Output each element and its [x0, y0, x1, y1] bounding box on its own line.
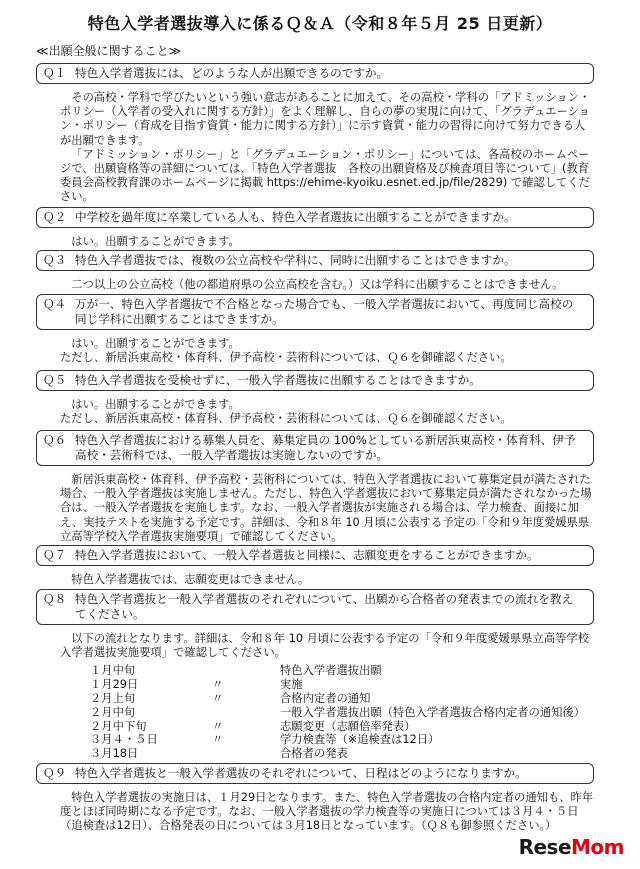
section-heading: ≪出願全般に関すること≫: [36, 44, 182, 58]
question-number: Ｑ１: [43, 66, 67, 80]
schedule-row: [90, 706, 596, 720]
question-box: [36, 250, 594, 271]
question-box: [36, 545, 594, 566]
answer: [60, 632, 596, 761]
question-number: Ｑ８: [43, 592, 67, 606]
schedule-row: [90, 720, 596, 734]
answer: [60, 337, 596, 365]
schedule-ditto: 〃: [212, 692, 224, 705]
question-number: Ｑ３: [43, 253, 67, 267]
schedule-event: 合格内定者の通知: [280, 692, 371, 705]
question-text: 中学校を過年度に卒業している人も、特色入学者選抜に出願することができますか。: [75, 210, 516, 224]
answer-paragraph: 特色入学者選抜では、志願変更はできません。: [71, 573, 310, 586]
schedule-row: [90, 733, 596, 747]
question-number: Ｑ５: [43, 373, 67, 387]
question-text: 特色入学者選抜において、一般入学者選抜と同様に、志願変更をすることができますか。: [75, 548, 539, 562]
page-title: 特色入学者選抜導入に係るＱ＆Ａ（令和８年５月 25 日更新）: [87, 14, 553, 33]
schedule-ditto: [200, 706, 280, 720]
question-number: Ｑ２: [43, 210, 67, 224]
schedule-date: ２月中旬: [90, 705, 136, 719]
question-number: Ｑ７: [43, 548, 67, 562]
schedule-ditto: 〃: [212, 719, 224, 733]
schedule-event: 特色入学者選抜出願: [280, 664, 382, 678]
qa-item-4: [0, 294, 640, 365]
qa-item-9: [0, 763, 640, 834]
qa-item-5: [0, 370, 640, 426]
answer: [60, 573, 596, 587]
answer-paragraph: はい。出願することができます。: [71, 337, 240, 350]
schedule-ditto: 〃: [212, 733, 224, 747]
schedule-date: ２月中下旬: [90, 719, 147, 733]
answer-paragraph: その高校・学科で学びたいという強い意志があることに加えて、その高校・学科の「アドミッション・ポリシー（入学者の受入れに関する方針）」をよく理解し、自らの夢の実現に向けて、「グラデュエーション・ポリシー（育成を目指す資質・能力に関する方針）」に示す資質・能力の習得に向けて努力できる人が出願できます。: [60, 91, 591, 147]
schedule-date: １月29日: [90, 678, 139, 692]
question-box: [36, 207, 594, 228]
schedule-row: [90, 747, 596, 761]
answer-paragraph: はい。出願することができます。: [71, 398, 240, 411]
answer: [60, 398, 596, 426]
qa-item-8: [0, 589, 640, 761]
question-box: [36, 589, 594, 625]
schedule-event: 一般入学者選抜出願（特色入学者選抜合格内定者の通知後）: [280, 705, 586, 719]
question-text: 特色入学者選抜と一般入学者選抜のそれぞれについて、日程はどのようになりますか。: [75, 766, 527, 780]
question-text: 万が一、特色入学者選抜で不合格となった場合でも、一般入学者選抜において、再度同じ高校の同じ学科に出願することはできますか。: [75, 297, 574, 326]
schedule-table: [90, 664, 596, 761]
schedule-event: 学力検査等（※追検査は12日）: [280, 733, 440, 747]
schedule-date: ３月４・５日: [90, 733, 158, 747]
answer-paragraph: ただし、新居浜東高校・体育科、伊予高校・芸術科については、Ｑ６を御確認ください。: [60, 351, 512, 365]
logo-main-text: Rese: [518, 835, 572, 859]
schedule-date: ３月18日: [90, 747, 139, 761]
answer-paragraph: 「アドミッション・ポリシー」と「グラデュエーション・ポリシー」については、各高校のホームページで、出願資格等の詳細については、「特色入学者選抜 各校の出願資格及び検査項目等について」(教育委員会高校教育課のホームページに掲載 https://ehime-kyoiku.esnet.ed.jp/file/2829) で確認してください。: [60, 147, 590, 204]
schedule-ditto: 〃: [212, 678, 224, 692]
qa-item-3: [0, 250, 640, 292]
answer-paragraph: はい。出願することができます。: [71, 235, 240, 248]
schedule-ditto: [200, 664, 280, 678]
question-box: [36, 63, 594, 84]
question-box: [36, 294, 594, 330]
schedule-ditto: [200, 747, 280, 761]
schedule-row: [90, 678, 596, 692]
question-number: Ｑ６: [43, 433, 67, 447]
qa-item-1: [0, 63, 640, 205]
answer: [60, 235, 596, 249]
question-box: [36, 370, 594, 391]
answer-paragraph: 新居浜東高校・体育科、伊予高校・芸術科については、特色入学者選抜において募集定員が満たされた場合、一般入学者選抜は実施しません。ただし、特色入学者選抜において募集定員が満たされなかった場合は、一般入学者選抜を実施します。なお、一般入学者選抜が実施される場合は、学力検査、面接に加え、実技テストを実施する予定です。詳細は、令和８年 10 月頃に公表する予定の「令和９年度愛媛県県立高等学校入学者選抜実施要項」で確認してください。: [60, 473, 592, 543]
schedule-event: 合格者の発表: [280, 747, 348, 761]
question-box: [36, 763, 594, 784]
question-text: 特色入学者選抜における募集人員を、募集定員の 100%としている新居浜東高校・体育科、伊予高校・芸術科では、一般入学者選抜は実施しないのですか。: [75, 433, 576, 462]
schedule-date: ２月上旬: [90, 692, 136, 705]
answer: [60, 473, 596, 544]
qa-item-2: [0, 207, 640, 249]
schedule-row: [90, 664, 596, 678]
qa-item-7: [0, 545, 640, 587]
question-text: 特色入学者選抜と一般入学者選抜のそれぞれについて、出願から合格者の発表までの流れを教えてください。: [75, 592, 574, 621]
answer: [60, 791, 596, 834]
schedule-event: 志願変更（志願倍率発表）: [280, 719, 416, 733]
answer-paragraph: 特色入学者選抜の実施日は、１月29日となります。また、特色入学者選抜の合格内定者の通知も、昨年度とほぼ同時期になる予定です。なお、一般入学者選抜の学力検査等の実施日については３月４・５日（追検査は12日）、合格発表の日については３月18日となっています。（Ｑ８も御参照ください。）: [60, 791, 594, 833]
logo-accent-text: Mom: [571, 835, 624, 859]
question-number: Ｑ９: [43, 766, 67, 780]
schedule-event: 実施: [280, 678, 303, 692]
question-box: [36, 430, 594, 466]
schedule-row: [90, 692, 596, 706]
question-text: 特色入学者選抜には、どのような人が出願できるのですか。: [75, 66, 389, 80]
question-text: 特色入学者選抜を受検せずに、一般入学者選抜に出願することはできますか。: [75, 373, 481, 387]
answer-paragraph: ただし、新居浜東高校・体育科、伊予高校・芸術科については、Ｑ６を御確認ください。: [60, 412, 512, 426]
question-text: 特色入学者選抜では、複数の公立高校や学科に、同時に出願することはできますか。: [75, 253, 516, 267]
qa-item-6: [0, 430, 640, 544]
answer: [60, 91, 596, 205]
question-number: Ｑ４: [43, 297, 67, 311]
answer-paragraph: 以下の流れとなります。詳細は、令和８年 10 月頃に公表する予定の「令和９年度愛媛県県立高等学校入学者選抜実施要項」で確認してください。: [60, 632, 590, 660]
schedule-date: １月中旬: [90, 664, 136, 678]
resemom-logo: [519, 835, 624, 859]
answer-paragraph: 二つ以上の公立高校（他の都道府県の公立高校を含む。）又は学科に出願することはできません。: [71, 278, 564, 291]
answer: [60, 278, 596, 292]
